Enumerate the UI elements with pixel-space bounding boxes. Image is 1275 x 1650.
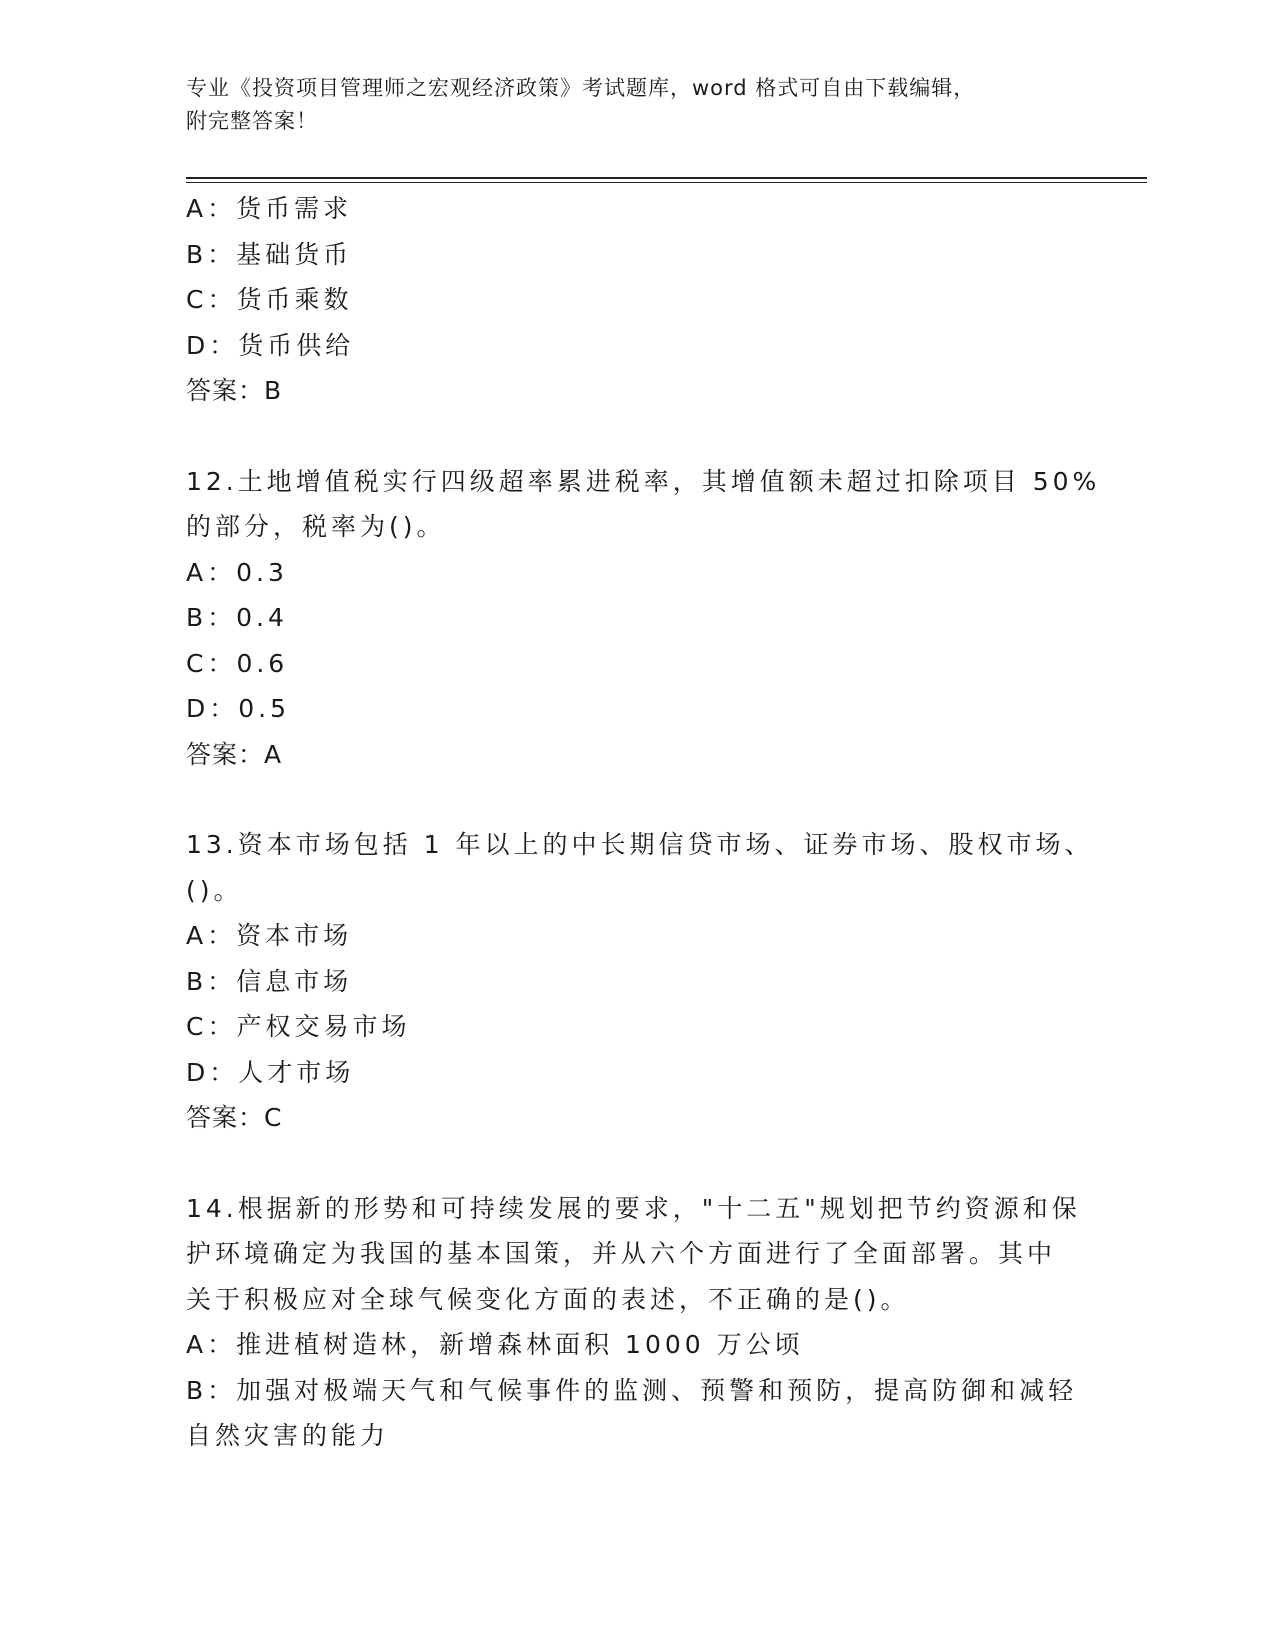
option-a: A：0.3 (186, 557, 288, 587)
answer: 答案：C (186, 1103, 283, 1132)
spacer (186, 414, 1086, 459)
option-a: A：资本市场 (186, 921, 353, 950)
option-d: D：人才市场 (186, 1057, 355, 1087)
question-list (186, 186, 1101, 1459)
question-14 (186, 1186, 1086, 1459)
option-b: B：加强对极端天气和气候事件的监测、预警和预防，提高防御和减轻 (186, 1375, 1078, 1405)
option-c: C：产权交易市场 (186, 1012, 411, 1041)
option-d: D：货币供给 (186, 330, 355, 360)
answer: 答案：A (186, 739, 283, 769)
header-divider-thin (186, 182, 1147, 183)
option-b: B：基础货币 (186, 239, 353, 269)
header-line-1: 专业《投资项目管理师之宏观经济政策》考试题库，word 格式可自由下载编辑， (186, 76, 976, 100)
option-d: D：0.5 (186, 694, 291, 723)
question-stem-line: 护环境确定为我国的基本国策，并从六个方面进行了全面部署。其中 (186, 1239, 1057, 1268)
option-c: C：0.6 (186, 648, 289, 678)
spacer (186, 777, 1086, 822)
question-12 (186, 459, 1101, 778)
option-b: B：信息市场 (186, 966, 353, 996)
question-11 (186, 186, 1086, 414)
question-stem-line: 13.资本市场包括 1 年以上的中长期信贷市场、证券市场、股权市场、 (186, 830, 1094, 859)
option-b-continued: 自然灾害的能力 (186, 1421, 390, 1450)
option-a: A：货币需求 (186, 194, 353, 223)
header-line-2: 附完整答案！ (186, 109, 318, 133)
option-c: C：货币乘数 (186, 285, 353, 314)
header-divider-thick (186, 177, 1147, 179)
question-stem-line: 12.土地增值税实行四级超率累进税率，其增值额未超过扣除项目 50% (186, 466, 1101, 496)
document-header (186, 72, 1086, 138)
option-b: B：0.4 (186, 603, 288, 632)
option-a: A：推进植树造林，新增森林面积 1000 万公顷 (186, 1330, 804, 1359)
question-stem-line: ()。 (186, 875, 243, 905)
question-stem-line: 关于积极应对全球气候变化方面的表述，不正确的是()。 (186, 1284, 910, 1314)
answer: 答案：B (186, 376, 283, 405)
question-stem-line: 14.根据新的形势和可持续发展的要求，"十二五"规划把节约资源和保 (186, 1193, 1081, 1223)
question-stem-line: 的部分，税率为()。 (186, 512, 446, 541)
spacer (186, 1141, 1086, 1186)
question-13 (186, 822, 1094, 1141)
